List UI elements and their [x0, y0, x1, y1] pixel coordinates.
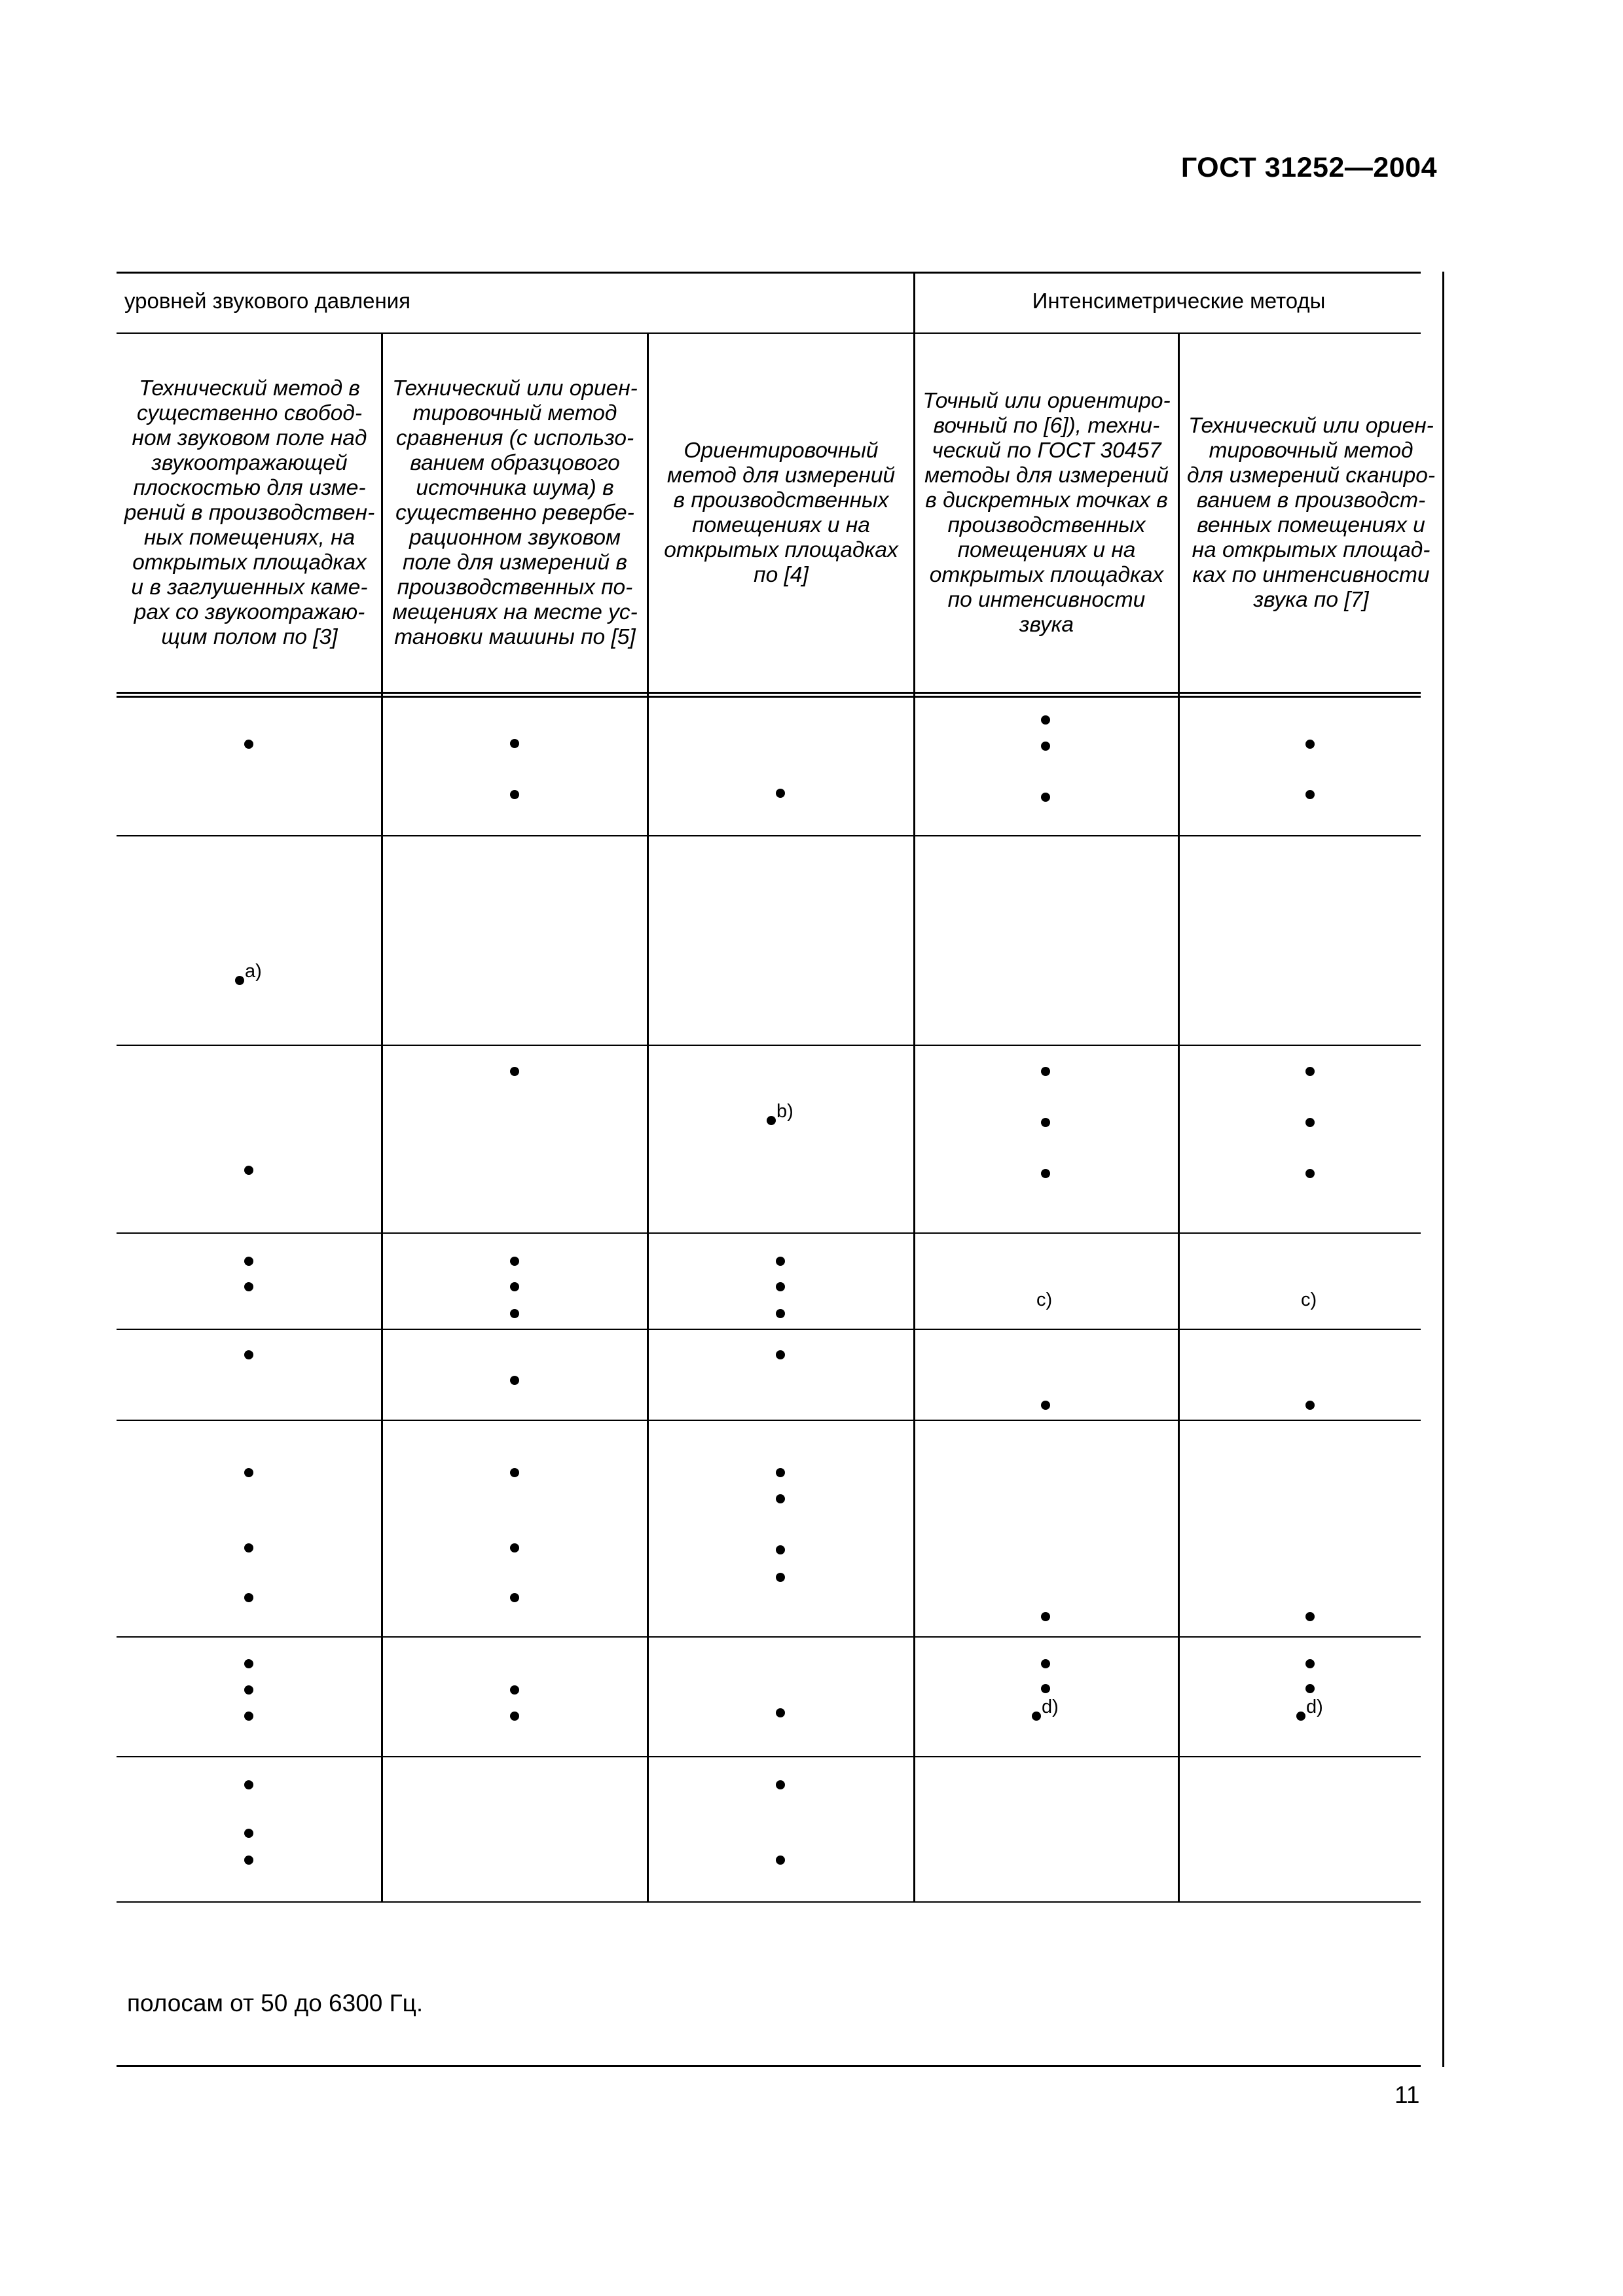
- bullet-mark: [1305, 1659, 1315, 1668]
- column-header-1: [118, 372, 381, 655]
- column-header-line: Технический метод в: [139, 376, 360, 401]
- column-header-line: существенно ревербе-: [395, 501, 634, 525]
- column-header-4: [915, 372, 1178, 655]
- bullet-mark: [244, 1166, 253, 1175]
- bullet-mark: [1041, 1067, 1050, 1076]
- column-header-line: ческий по ГОСТ 30457: [932, 439, 1161, 463]
- bullet-mark: [1305, 1169, 1315, 1178]
- bullet-mark: [776, 1780, 785, 1789]
- bullet-mark: [244, 1350, 253, 1359]
- bullet-mark: [510, 1376, 519, 1385]
- row-divider: [117, 1420, 1421, 1421]
- column-header-line: тировочный метод: [412, 401, 617, 425]
- column-header-line: по интенсивности: [947, 588, 1146, 612]
- row-divider: [117, 835, 1421, 836]
- bullet-mark: [1305, 1118, 1315, 1127]
- column-header-line: источника шума) в: [416, 476, 614, 500]
- bullet-mark: [244, 1829, 253, 1838]
- footnote-reference: d): [1306, 1696, 1323, 1717]
- bullet-mark: [510, 1712, 519, 1721]
- bullet-mark: [1041, 1169, 1050, 1178]
- column-header-line: ных помещениях, на: [143, 526, 356, 550]
- group-header-sound-pressure: уровней звукового давления: [124, 289, 411, 313]
- row-divider: [117, 1636, 1421, 1638]
- column-header-line: ках по интенсивности: [1192, 563, 1430, 587]
- bullet-mark: [244, 1593, 253, 1602]
- column-header-line: поле для измерений в: [403, 550, 627, 575]
- row-divider: [117, 1901, 1421, 1903]
- bullet-mark: [1041, 742, 1050, 751]
- bullet-mark: [776, 1494, 785, 1503]
- column-header-line: производственных: [947, 513, 1146, 537]
- bullet-mark: [776, 1309, 785, 1318]
- column-header-line: и в заглушенных каме-: [131, 575, 368, 600]
- column-header-line: Ориентировочный: [684, 439, 879, 463]
- group-header-intensity-methods: Интенсиметрические методы: [1032, 289, 1326, 313]
- footnote-reference: c): [1301, 1289, 1317, 1310]
- bullet-mark: [1305, 1684, 1315, 1693]
- column-header-line: Технический или ориен-: [1188, 414, 1434, 438]
- bullet-mark: [1305, 1067, 1315, 1076]
- column-header-line: звука: [1019, 613, 1074, 637]
- bullet-mark: [1296, 1712, 1305, 1721]
- bullet-mark: [776, 1282, 785, 1291]
- table-bottom-border: [117, 2065, 1421, 2067]
- bullet-mark: [776, 1468, 785, 1477]
- column-header-line: звука по [7]: [1253, 588, 1369, 612]
- footnote-reference: b): [776, 1101, 793, 1122]
- column-header-2: [383, 372, 647, 655]
- column-header-line: венных помещениях и: [1197, 513, 1425, 537]
- column-header-line: рах со звукоотражаю-: [134, 600, 365, 624]
- bullet-mark: [767, 1116, 776, 1125]
- bullet-mark: [510, 1257, 519, 1266]
- bullet-mark: [1305, 1612, 1315, 1621]
- page-number: 11: [1395, 2081, 1420, 2108]
- bullet-mark: [244, 1780, 253, 1789]
- column-header-line: ванием образцового: [410, 451, 620, 475]
- column-header-line: вочный по [6]), техни-: [933, 414, 1160, 438]
- bullet-mark: [1041, 1684, 1050, 1693]
- column-header-line: Точный или ориентиро-: [922, 389, 1171, 413]
- column-header-line: методы для измерений: [924, 463, 1169, 488]
- bullet-mark: [510, 739, 519, 748]
- column-header-line: рационном звуковом: [409, 526, 621, 550]
- column-header-3: [649, 372, 913, 655]
- header-body-divider-1: [117, 692, 1421, 694]
- bullet-mark: [1041, 1659, 1050, 1668]
- bullet-mark: [510, 790, 519, 799]
- bullet-mark: [510, 1067, 519, 1076]
- column-header-line: рений в производствен-: [124, 501, 375, 525]
- bullet-mark: [235, 976, 244, 985]
- bullet-mark: [1305, 1401, 1315, 1410]
- standard-code: ГОСТ 31252—2004: [1180, 152, 1437, 183]
- column-header-line: плоскостью для изме-: [133, 476, 366, 500]
- bullet-mark: [1041, 1401, 1050, 1410]
- column-header-5: [1180, 372, 1442, 655]
- bullet-mark: [510, 1282, 519, 1291]
- column-header-line: на открытых площад-: [1192, 538, 1431, 562]
- bullet-mark: [1041, 1118, 1050, 1127]
- column-header-line: мещениях на месте ус-: [392, 600, 638, 624]
- column-header-line: открытых площадках: [664, 538, 898, 562]
- bullet-mark: [510, 1468, 519, 1477]
- column-header-line: открытых площадках: [929, 563, 1164, 587]
- table-footnote: полосам от 50 до 6300 Гц.: [127, 1990, 424, 2017]
- bullet-mark: [776, 789, 785, 798]
- row-divider: [117, 1045, 1421, 1046]
- column-header-line: метод для измерений: [666, 463, 896, 488]
- row-divider: [117, 1756, 1421, 1757]
- bullet-mark: [244, 1257, 253, 1266]
- bullet-mark: [510, 1543, 519, 1552]
- column-header-line: по [4]: [754, 563, 809, 587]
- bullet-mark: [510, 1309, 519, 1318]
- column-header-line: тировочный метод: [1209, 439, 1413, 463]
- bullet-mark: [244, 1856, 253, 1865]
- column-header-line: открытых площадках: [132, 550, 367, 575]
- column-header-line: сравнения (с использо-: [395, 426, 634, 450]
- bullet-mark: [244, 1712, 253, 1721]
- column-header-line: помещениях и на: [692, 513, 870, 537]
- bullet-mark: [244, 740, 253, 749]
- column-header-line: существенно свобод-: [136, 401, 362, 425]
- bullet-mark: [1032, 1712, 1041, 1721]
- bullet-mark: [776, 1573, 785, 1582]
- bullet-mark: [776, 1545, 785, 1554]
- bullet-mark: [244, 1282, 253, 1291]
- bullet-mark: [510, 1593, 519, 1602]
- bullet-mark: [1041, 1612, 1050, 1621]
- bullet-mark: [1041, 793, 1050, 802]
- bullet-mark: [1041, 715, 1050, 725]
- column-header-line: производственных по-: [397, 575, 633, 600]
- bullet-mark: [244, 1685, 253, 1695]
- header-body-divider-2: [117, 696, 1421, 698]
- bullet-mark: [776, 1350, 785, 1359]
- column-header-line: ном звуковом поле над: [132, 426, 367, 450]
- column-header-line: щим полом по [3]: [161, 625, 338, 649]
- row-divider: [117, 1329, 1421, 1330]
- bullet-mark: [1305, 790, 1315, 799]
- bullet-mark: [244, 1468, 253, 1477]
- column-header-line: ванием в производст-: [1196, 488, 1426, 512]
- group-header-divider: [117, 332, 1421, 334]
- column-header-line: в производственных: [673, 488, 889, 512]
- column-header-line: для измерений сканиро-: [1187, 463, 1435, 488]
- row-divider: [117, 1232, 1421, 1234]
- footnote-reference: d): [1042, 1696, 1059, 1717]
- bullet-mark: [244, 1659, 253, 1668]
- footnote-reference: c): [1036, 1289, 1053, 1310]
- bullet-mark: [776, 1257, 785, 1266]
- footnote-reference: a): [245, 961, 262, 982]
- bullet-mark: [244, 1543, 253, 1552]
- column-header-line: звукоотражающей: [151, 451, 348, 475]
- table-right-border: [1442, 272, 1444, 2067]
- bullet-mark: [1305, 740, 1315, 749]
- table-top-border: [117, 272, 1421, 274]
- column-header-line: в дискретных точках в: [925, 488, 1168, 512]
- bullet-mark: [776, 1708, 785, 1717]
- column-header-line: тановки машины по [5]: [394, 625, 636, 649]
- bullet-mark: [510, 1685, 519, 1695]
- column-header-line: Технический или ориен-: [392, 376, 638, 401]
- column-header-line: помещениях и на: [957, 538, 1136, 562]
- bullet-mark: [776, 1856, 785, 1865]
